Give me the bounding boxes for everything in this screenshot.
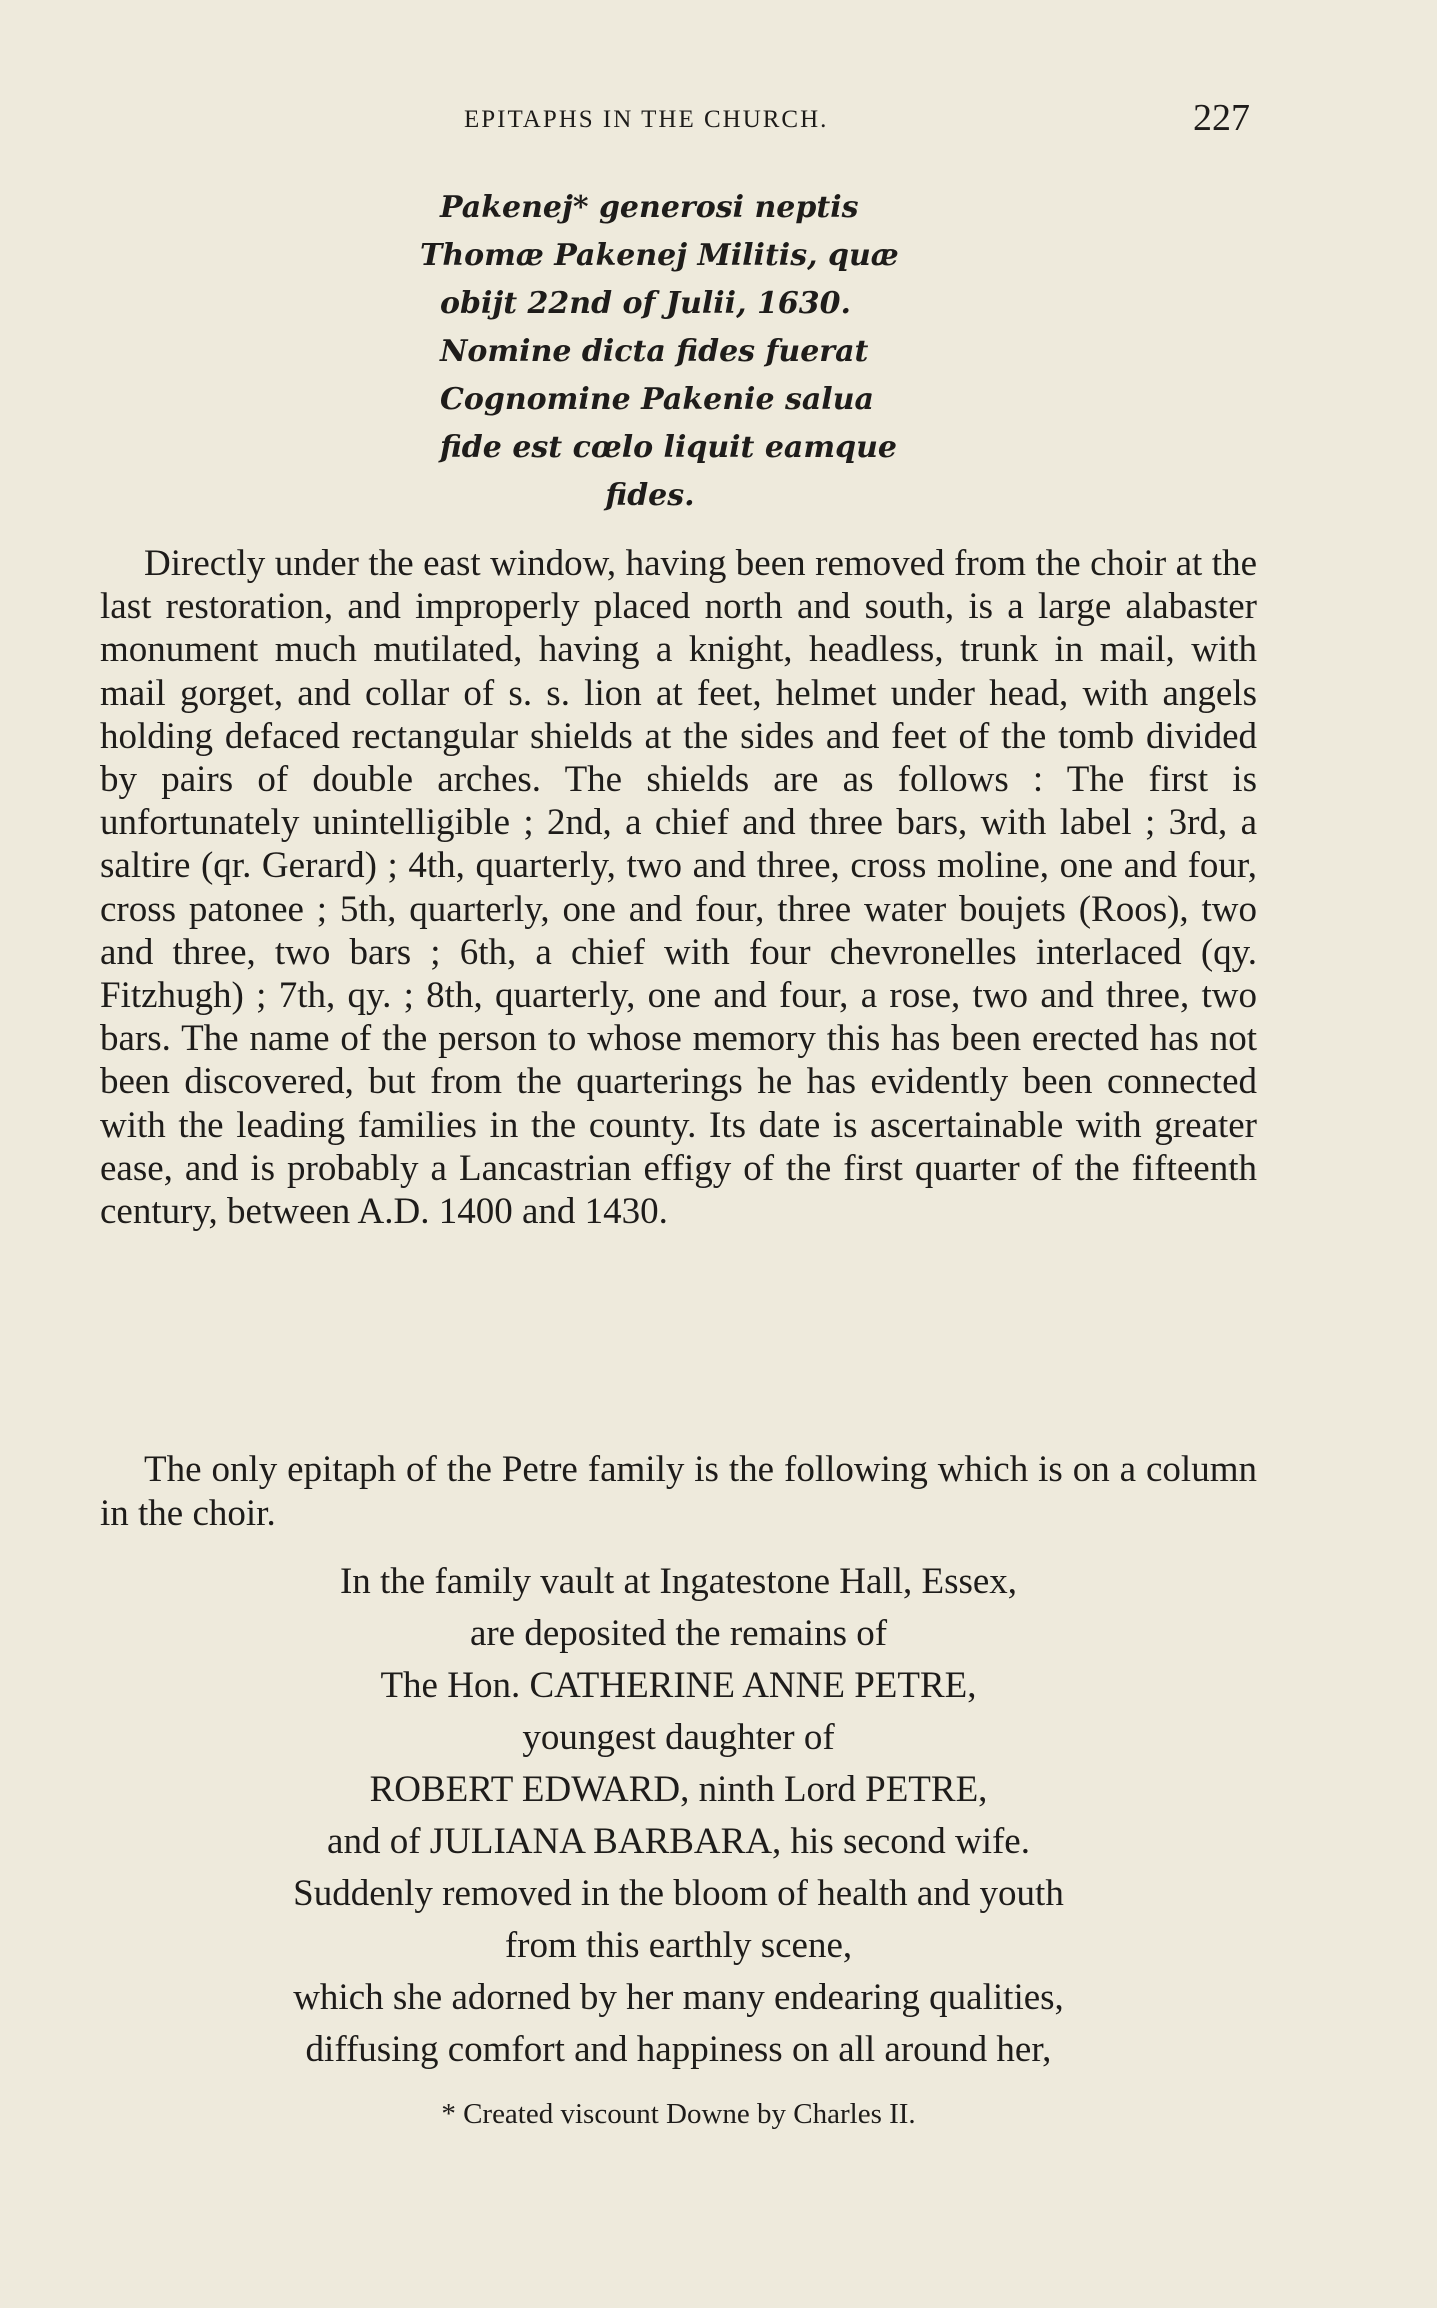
petre-intro xyxy=(100,1448,1257,1536)
blackletter-line: Pakenej* generosi neptis xyxy=(440,190,859,225)
blackletter-line: obijt 22nd of Julii, 1630. xyxy=(440,286,851,321)
epitaph-line: which she adorned by her many endearing qualities, xyxy=(293,1977,1064,2018)
blackletter-line: fides. xyxy=(605,478,695,513)
blackletter-line: Nomine dicta fides fuerat xyxy=(440,334,869,369)
epitaph-line: diffusing comfort and happiness on all around her, xyxy=(305,2029,1052,2070)
epitaph-line: ROBERT EDWARD, ninth Lord PETRE, xyxy=(369,1769,988,1810)
paragraph: The only epitaph of the Petre family is the following which is on a column in the choir. xyxy=(100,1449,1257,1534)
epitaph-line: The Hon. CATHERINE ANNE PETRE, xyxy=(380,1665,977,1706)
footnote: * Created viscount Downe by Charles II. xyxy=(441,2098,916,2130)
petre-epitaph xyxy=(100,1556,1257,2076)
epitaph-line: Suddenly removed in the bloom of health and youth xyxy=(293,1873,1064,1914)
paragraph: Directly under the east window, having been removed from the choir at the last restoration, and improperly placed north and south, is a large alabaster monument much mutilated, having a knight, headless, trunk in mail, with mail gorget, and collar of s. s. lion at feet, helmet under head, with angels holding defaced rectangular shields at the sides and feet of the tomb divided by pairs of double arches. The shields are as follows : The first is unfortunately unintelligible ; 2nd, a chief and three bars, with label ; 3rd, a saltire (qr. Gerard) ; 4th, quarterly, two and three, cross moline, one and four, cross patonee ; 5th, quarterly, one and four, three water boujets (Roos), two and three, two bars ; 6th, a chief with four chevronelles interlaced (qy. Fitzhugh) ; 7th, qy. ; 8th, quarterly, one and four, a rose, two and three, two bars. The name of the person to whose memory this has been erected has not been discovered, but from the quarterings he has evidently been connected with the leading families in the county. Its date is ascertainable with greater ease, and is probably a Lancastrian effigy of the first quarter of the fifteenth century, between A.D. 1400 and 1430. xyxy=(100,543,1257,1233)
blackletter-epitaph xyxy=(420,184,1000,520)
epitaph-line: In the family vault at Ingatestone Hall, Essex, xyxy=(339,1561,1018,1602)
epitaph-line: and of JULIANA BARBARA, his second wife. xyxy=(327,1821,1030,1862)
epitaph-line: youngest daughter of xyxy=(522,1717,835,1758)
blackletter-line: Thomæ Pakenej Militis, quæ xyxy=(420,238,899,273)
running-header: EPITAPHS IN THE CHURCH. xyxy=(464,106,829,133)
page-number: 227 xyxy=(1193,97,1250,139)
epitaph-line: from this earthly scene, xyxy=(504,1925,853,1966)
blackletter-line: fide est cœlo liquit eamque xyxy=(440,430,897,465)
monument-description xyxy=(100,542,1257,1233)
epitaph-line: are deposited the remains of xyxy=(469,1613,888,1654)
blackletter-line: Cognomine Pakenie salua xyxy=(440,382,874,417)
